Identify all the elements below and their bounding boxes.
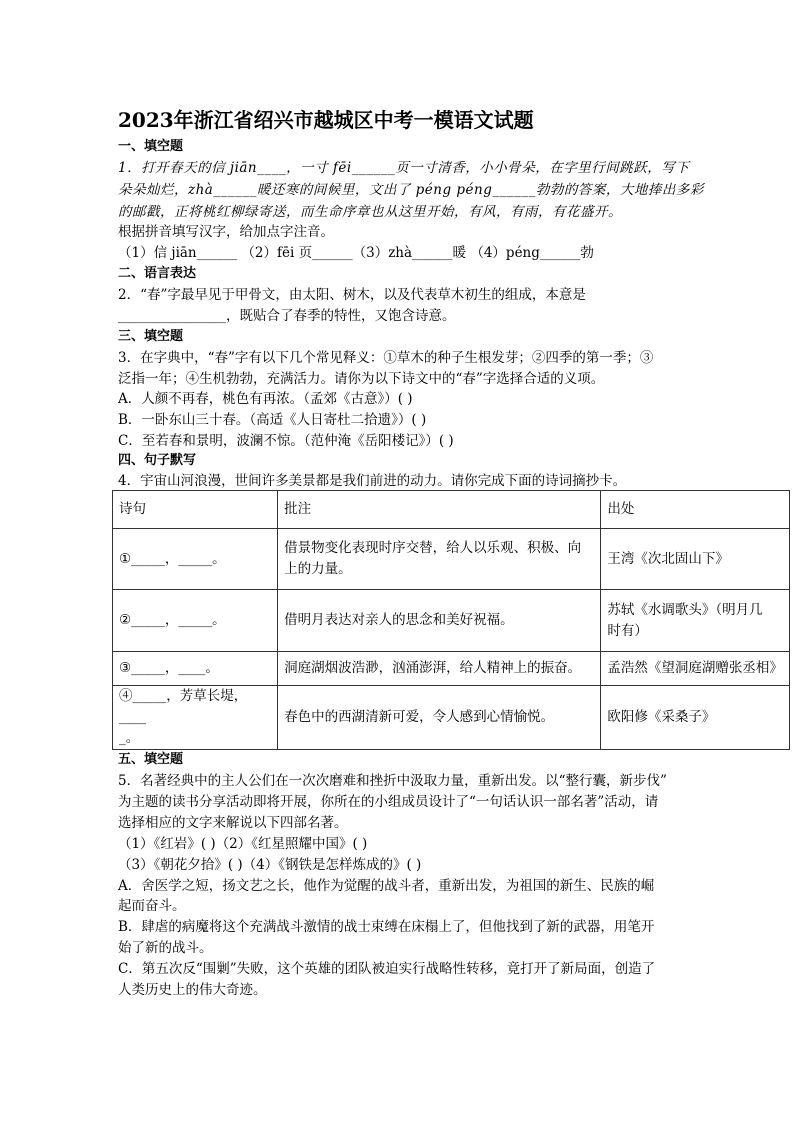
question-1-text: 朵朵灿烂，zhà______暖还寒的间候里，文出了 péng péng______勃勃的答案，大地捧出多彩	[118, 182, 704, 198]
poem-table	[112, 490, 790, 750]
verse-blank: ②_____，_____。	[119, 612, 226, 628]
source-text: 欧阳修《采桑子》	[607, 709, 716, 725]
verse-blank: ③_____，____。	[119, 660, 219, 676]
verse-blank: ①_____，_____。	[119, 550, 226, 567]
source-text: 王湾《次北固山下》	[607, 550, 729, 567]
verse-blank: _。	[119, 730, 140, 746]
question-5-text: 为主题的读书分享活动即将开展，你所在的小组成员设计了“一句话认识一部名著”活动，请	[118, 794, 659, 810]
question-5-option-a: A．舍医学之短，扬文艺之长，他作为觉醒的战斗者，重新出发，为祖国的新生、民族的崛	[118, 878, 655, 894]
source-text: 苏轼《水调歌头》（明月几	[607, 601, 763, 618]
question-5-items: （1）《红岩》( )（2）《红星照耀中国》( )	[118, 836, 368, 852]
question-4-text: 4．宇宙山河浪漫，世间许多美景都是我们前进的动力。请你完成下面的诗词摘抄卡。	[118, 473, 627, 489]
table-header-cell: 批注	[278, 491, 601, 529]
annotation-text: 上的力量。	[284, 561, 352, 577]
question-3-text: 泛指一年；④生机勃勃，充满活力。请你为以下诗文中的“春”字选择合适的义项。	[118, 371, 605, 387]
question-3-option-a: A．人颜不再春，桃色有再浓。（孟郊《古意》）( )	[118, 391, 413, 407]
question-1-text: 1．打开春天的信 jiān____，一寸 fēi______页一寸清香，小小骨朵，在字里行间跳跃，写下	[118, 160, 690, 176]
table-row	[113, 529, 790, 590]
source-text: 孟浩然《望洞庭湖赠张丞相》	[607, 660, 783, 676]
section-heading-2: 二、语言表达	[118, 266, 197, 281]
question-5-text: 选择相应的文字来解说以下四部名著。	[118, 815, 348, 831]
question-5-option-a: 起而奋斗。	[118, 898, 186, 914]
question-2-text: 2．“春”字最早见于甲骨文，由太阳、树木，以及代表草木初生的组成，本意是	[118, 287, 586, 303]
annotation-text: 借景物变化表现时序交替，给人以乐观、积极、向	[284, 540, 582, 556]
verse-blank: ④_____，芳草长堤，____	[119, 688, 248, 725]
table-row	[113, 652, 790, 686]
question-1-text: 的邮戳，正将桃红柳绿寄送，而生命序章也从这里开始，有风，有雨，有花盛开。	[118, 204, 622, 220]
table-row	[113, 590, 790, 652]
section-heading-4: 四、句子默写	[118, 453, 197, 468]
table-header-cell: 诗句	[113, 491, 278, 529]
table-row	[113, 686, 790, 750]
question-3-option-b: B．一卧东山三十春。（高适《人日寄杜二拾遗》）( )	[118, 412, 427, 428]
question-5-option-b: B．肆虐的病魔将这个充满战斗激情的战士束缚在床榻上了，但他找到了新的武器，用笔开	[118, 919, 655, 935]
question-1-blanks: （1）信 jiān______ （2）fēi 页______（3）zhà______暖 （4）péng______勃	[118, 245, 594, 261]
source-text: 时有）	[607, 622, 648, 639]
question-5-option-c: C．第五次反“围剿”失败，这个英雄的团队被迫实行战略性转移，竟打开了新局面，创造了	[118, 961, 656, 977]
annotation-text: 洞庭湖烟波浩渺，汹涌澎湃，给人精神上的振奋。	[284, 660, 582, 676]
question-5-option-c: 人类历史上的伟大奇迹。	[118, 982, 267, 998]
table-header-row	[113, 491, 790, 529]
question-5-items: （3）《朝花夕拾》( )（4）《钢铁是怎样炼成的》( )	[118, 857, 422, 873]
section-heading-1: 一、填空题	[118, 139, 184, 154]
section-heading-3: 三、填空题	[118, 329, 184, 344]
section-heading-5: 五、填空题	[118, 752, 184, 767]
annotation-text: 春色中的西湖清新可爱，令人感到心情愉悦。	[284, 709, 555, 725]
question-3-option-c: C．至若春和景明，波澜不惊。（范仲淹《岳阳楼记》）( )	[118, 433, 454, 449]
question-5-text: 5．名著经典中的主人公们在一次次磨难和挫折中汲取力量，重新出发。以“整行囊，新步伐”	[118, 773, 667, 789]
annotation-text: 借明月表达对亲人的思念和美好祝福。	[284, 612, 514, 628]
page-title: 2023年浙江省绍兴市越城区中考一模语文试题	[118, 108, 534, 132]
table-header-cell: 出处	[601, 491, 790, 529]
question-3-text: 3．在字典中，“春”字有以下几个常见释义：①草木的种子生根发芽；②四季的第一季；③	[118, 350, 654, 366]
question-1-instruction: 根据拼音填写汉字，给加点字注音。	[118, 224, 334, 240]
question-5-option-b: 始了新的战斗。	[118, 940, 213, 956]
question-2-text: ________________，既贴合了春季的特性，又饱含诗意。	[118, 308, 456, 324]
